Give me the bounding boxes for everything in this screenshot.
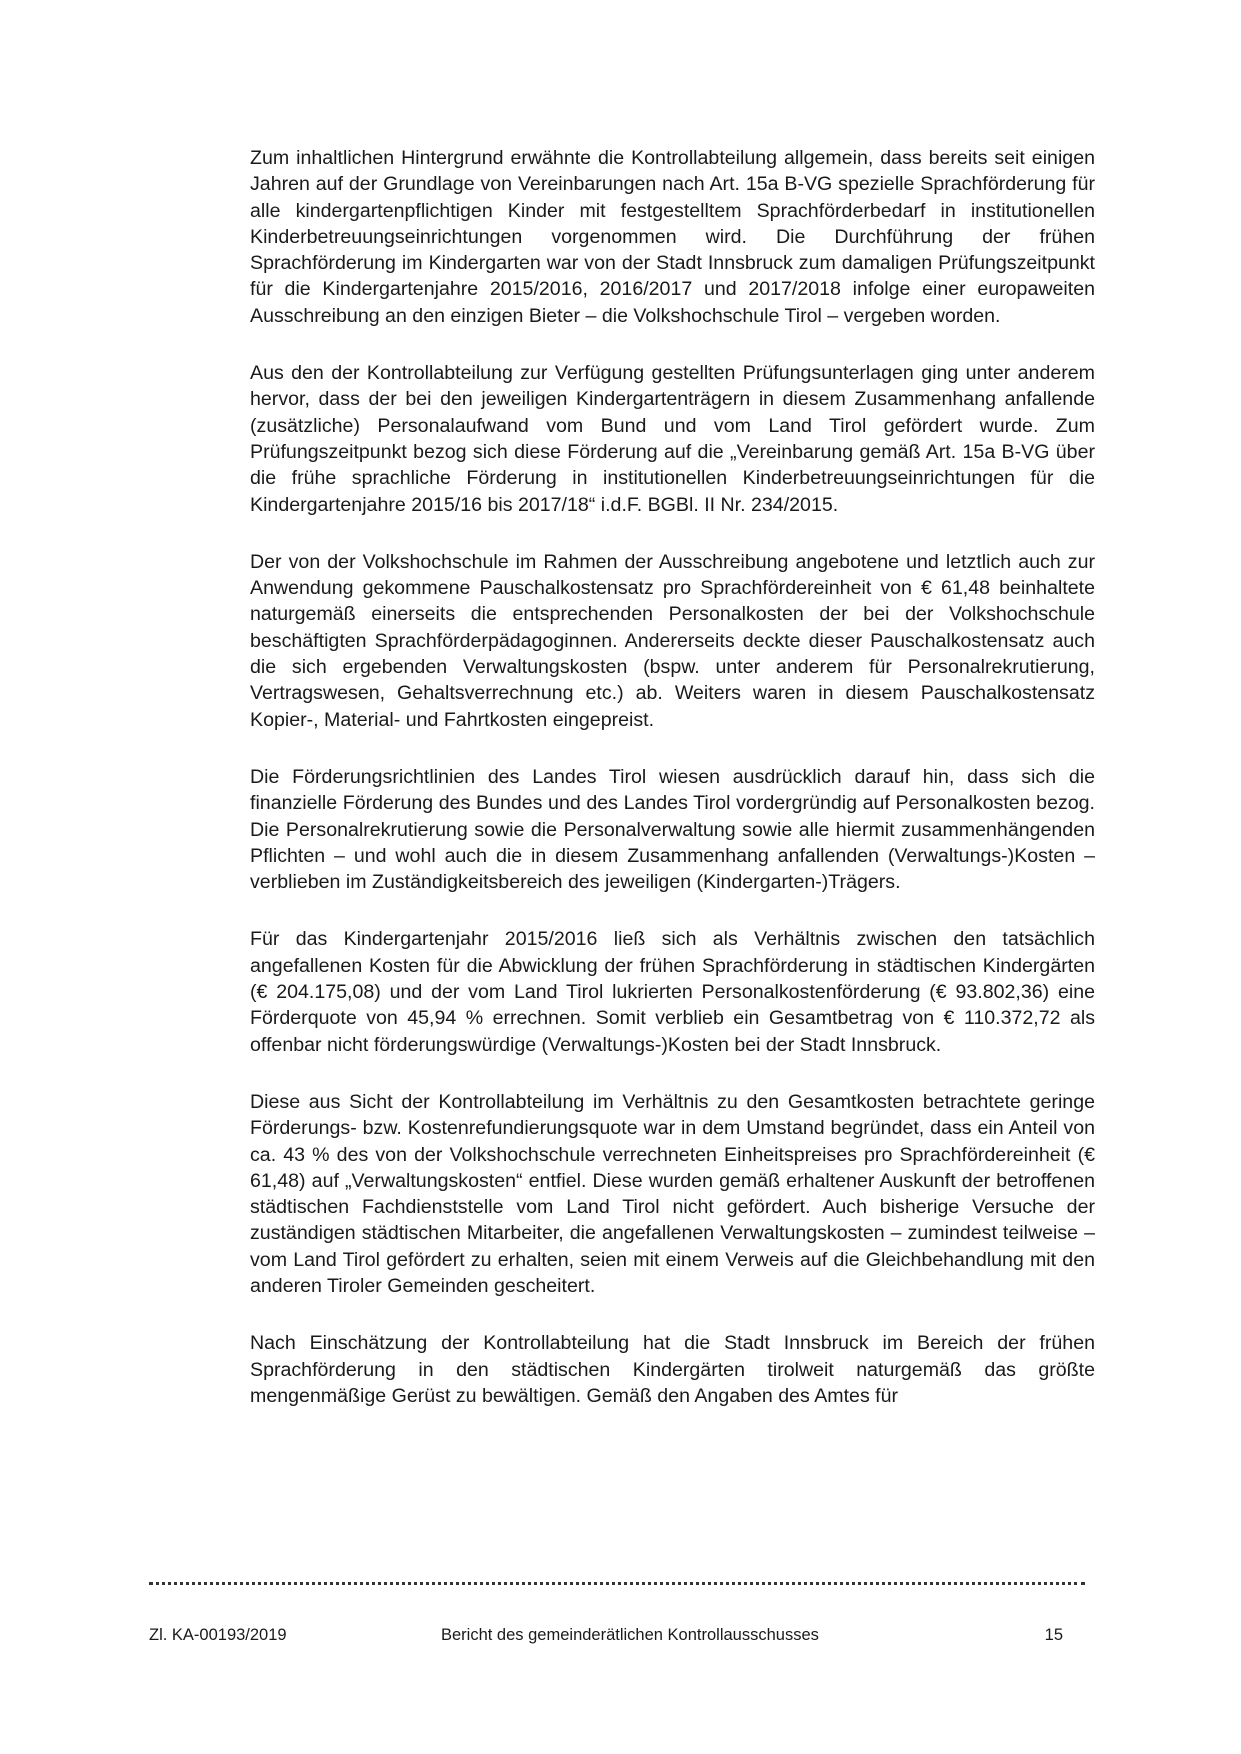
report-body bbox=[250, 145, 1095, 1440]
paragraph-assessment: Nach Einschätzung der Kontrollabteilung hat die Stadt Innsbruck im Bereich der frühen Sprachförderung in den städtischen Kindergärten tirolweit naturgemäß das größte mengenmäßige Gerüst zu bewältigen. Gemäß den Angaben des Amtes für bbox=[250, 1332, 1095, 1407]
footer-separator bbox=[149, 1582, 1085, 1585]
paragraph-funding-ratio: Für das Kindergartenjahr 2015/2016 ließ sich als Verhältnis zwischen den tatsächlich angefallenen Kosten für die Abwicklung der frühen Sprachförderung in städtischen Kindergärten (€ 204.175,08) und der vom Land Tirol lukrierten Personalkostenförderung (€ 93.802,36) eine Förderquote von 45,94 % errechnen. Somit verblieb ein Gesamtbetrag von € 110.372,72 als offenbar nicht förderungswürdige (Verwaltungs-)Kosten bei der Stadt Innsbruck. bbox=[250, 928, 1095, 1056]
paragraph-audit-documents: Aus den der Kontrollabteilung zur Verfügung gestellten Prüfungsunterlagen ging unter anderem hervor, dass der bei den jeweiligen Kindergartenträgern in diesem Zusammenhang anfallende (zusätzliche) Personalaufwand vom Bund und vom Land Tirol gefördert wurde. Zum Prüfungszeitpunkt bezog sich diese Förderung auf die „Vereinbarung gemäß Art. 15a B-VG über die frühe sprachliche Förderung in institutionellen Kinderbetreuungseinrichtungen für die Kindergartenjahre 2015/16 bis 2017/18“ i.d.F. BGBl. II Nr. 234/2015. bbox=[250, 362, 1095, 516]
paragraph-funding-guidelines: Die Förderungsrichtlinien des Landes Tirol wiesen ausdrücklich darauf hin, dass sich die finanzielle Förderung des Bundes und des Landes Tirol vordergründig auf Personalkosten bezog. Die Personalrekrutierung sowie die Personalverwaltung sowie alle hiermit zusammenhängenden Pflichten – und wohl auch die in diesem Zusammenhang anfallenden (Verwaltungs-)Kosten – verblieben im Zuständigkeitsbereich des jeweiligen (Kindergarten-)Trägers. bbox=[250, 765, 1095, 894]
paragraph-flat-rate: Der von der Volkshochschule im Rahmen der Ausschreibung angebotene und letztlich auch zur Anwendung gekommene Pauschalkostensatz pro Sprachfördereinheit von € 61,48 beinhaltete naturgemäß einerseits die entsprechenden Personalkosten der bei der Volkshochschule beschäftigten Sprachförderpädagoginnen. Andererseits deckte dieser Pauschalkostensatz auch die sich ergebenden Verwaltungskosten (bspw. unter anderem für Personalrekrutierung, Vertragswesen, Gehaltsverrechnung etc.) ab. Weiters waren in diesem Pauschalkostensatz Kopier-, Material- und Fahrtkosten eingepreist. bbox=[250, 550, 1095, 731]
footer-reference: Zl. KA-00193/2019 bbox=[149, 1626, 287, 1644]
paragraph-background: Zum inhaltlichen Hintergrund erwähnte die Kontrollabteilung allgemein, dass bereits seit einigen Jahren auf der Grundlage von Vereinbarungen nach Art. 15a B-VG spezielle Sprachförderung für alle kindergartenpflichtigen Kinder mit festgestelltem Sprachförderbedarf in institutionellen Kinderbetreuungseinrichtungen vorgenommen wird. Die Durchführung der frühen Sprachförderung im Kindergarten war von der Stadt Innsbruck zum damaligen Prüfungszeitpunkt für die Kindergartenjahre 2015/2016, 2016/2017 und 2017/2018 infolge einer europaweiten Ausschreibung an den einzigen Bieter – die Volkshochschule Tirol – vergeben worden. bbox=[250, 147, 1095, 327]
page-number: 15 bbox=[1044, 1626, 1063, 1644]
page-footer bbox=[149, 1622, 1085, 1648]
paragraph-refund-quota: Diese aus Sicht der Kontrollabteilung im Verhältnis zu den Gesamtkosten betrachtete geringe Förderungs- bzw. Kostenrefundierungsquote war in dem Umstand begründet, dass ein Anteil von ca. 43 % des von der Volkshochschule verrechneten Einheitspreises pro Sprachfördereinheit (€ 61,48) auf „Verwaltungskosten“ entfiel. Diese wurden gemäß erhaltener Auskunft der betroffenen städtischen Fachdienststelle vom Land Tirol nicht gefördert. Auch bisherige Versuche der zuständigen städtischen Mitarbeiter, die angefallenen Verwaltungskosten – zumindest teilweise – vom Land Tirol gefördert zu erhalten, seien mit einem Verweis auf die Gleichbehandlung mit den anderen Tiroler Gemeinden gescheitert. bbox=[250, 1090, 1095, 1297]
footer-title: Bericht des gemeinderätlichen Kontrollausschusses bbox=[441, 1626, 819, 1644]
